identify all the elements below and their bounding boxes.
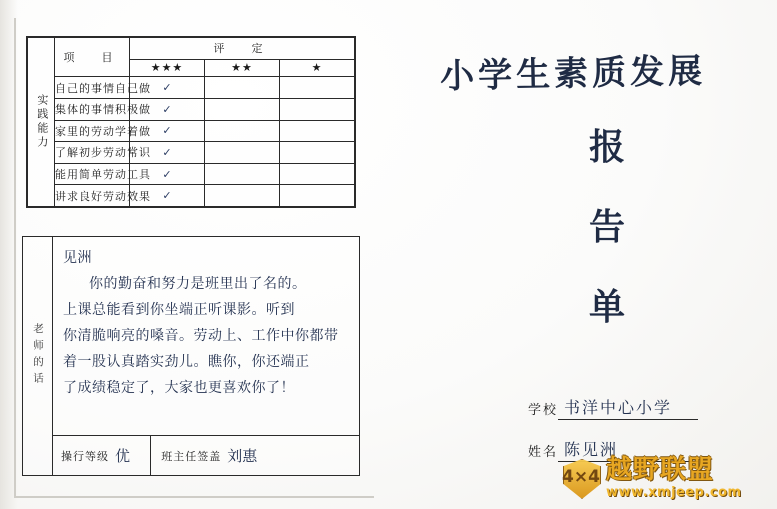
row-mark-one-star <box>280 120 355 142</box>
row-item-label: 家里的劳动学着做 <box>55 120 130 142</box>
row-mark-one-star <box>280 77 355 99</box>
row-mark-three-stars: ✓ <box>130 163 205 185</box>
evaluation-table <box>26 36 356 208</box>
row-mark-two-stars <box>205 142 280 164</box>
shield-badge-icon <box>560 457 602 499</box>
table-row <box>28 120 355 142</box>
comment-line: 着一股认真踏实劲儿。瞧你，你还端正 <box>63 354 310 370</box>
student-name-value: 陈见洲 <box>558 440 698 462</box>
page-title: 小学生素质发展 <box>439 51 707 97</box>
row-mark-one-star <box>280 163 355 185</box>
row-item-label: 集体的事情积极做 <box>55 98 130 120</box>
comment-line: 了成绩稳定了，大家也更喜欢你了！ <box>63 380 295 396</box>
header-item: 项 目 <box>55 38 130 77</box>
table-row <box>28 163 355 185</box>
subtitle-char-3: 单 <box>588 287 627 328</box>
row-mark-two-stars <box>205 77 280 99</box>
row-mark-one-star <box>280 185 355 207</box>
row-item-label: 了解初步劳动常识 <box>55 142 130 164</box>
row-mark-three-stars: ✓ <box>130 77 205 99</box>
level-one-star: ★ <box>280 59 355 77</box>
level-three-stars: ★★★ <box>130 59 205 77</box>
grade-label: 操行等级 <box>61 450 109 463</box>
level-two-stars: ★★ <box>205 59 280 77</box>
grade-value: 优 <box>115 447 131 465</box>
row-mark-two-stars <box>205 98 280 120</box>
row-mark-two-stars <box>205 120 280 142</box>
school-value: 书洋中心小学 <box>558 398 698 420</box>
school-field <box>528 398 698 420</box>
row-mark-three-stars: ✓ <box>130 185 205 207</box>
comment-footer <box>53 435 359 475</box>
table-row <box>28 98 355 120</box>
teacher-signature-value: 刘惠 <box>227 447 258 465</box>
row-item-label: 能用简单劳动工具 <box>55 163 130 185</box>
comment-text <box>53 237 359 435</box>
row-mark-one-star <box>280 98 355 120</box>
row-mark-one-star <box>280 142 355 164</box>
table-row <box>28 142 355 164</box>
table-row <box>28 77 355 99</box>
category-cell <box>28 38 55 207</box>
row-mark-two-stars <box>205 185 280 207</box>
row-mark-three-stars: ✓ <box>130 120 205 142</box>
report-card-subtitle <box>578 108 638 348</box>
comment-side-label <box>23 237 53 475</box>
footer-divider <box>150 436 151 475</box>
watermark <box>560 452 770 504</box>
row-mark-two-stars <box>205 163 280 185</box>
comment-line: 你清脆响亮的嗓音。劳动上、工作中你都带 <box>63 328 339 344</box>
comment-line: 上课总能看到你坐端正听课影。听到 <box>63 302 295 318</box>
school-label: 学校 <box>528 402 559 417</box>
table-row <box>28 185 355 207</box>
row-item-label: 讲求良好劳动效果 <box>55 185 130 207</box>
comment-line: 见洲 <box>63 250 92 266</box>
watermark-brand: 越野联盟 <box>606 454 715 485</box>
teacher-comment-box <box>22 236 360 476</box>
teacher-signature-label: 班主任签盖 <box>161 450 222 463</box>
subtitle-char-1: 报 <box>588 127 627 168</box>
row-mark-three-stars: ✓ <box>130 98 205 120</box>
page-edge-bottom <box>14 496 374 498</box>
subtitle-char-2: 告 <box>588 207 627 248</box>
category-label: 实践能力 <box>35 94 48 150</box>
page-edge-left <box>14 18 16 496</box>
watermark-text <box>606 454 742 500</box>
header-evaluation: 评 定 <box>130 38 355 60</box>
row-mark-three-stars: ✓ <box>130 142 205 164</box>
comment-line: 你的勤奋和努力是班里出了名的。 <box>89 276 307 292</box>
row-item-label: 自己的事情自己做 <box>55 77 130 99</box>
comment-side-label-text: 老师的话 <box>32 323 43 389</box>
student-name-label: 姓名 <box>528 444 559 459</box>
watermark-url: www.xmjeep.com <box>606 484 742 500</box>
badge-glyph: 4×4 <box>562 467 600 487</box>
table-header-row <box>28 38 355 60</box>
